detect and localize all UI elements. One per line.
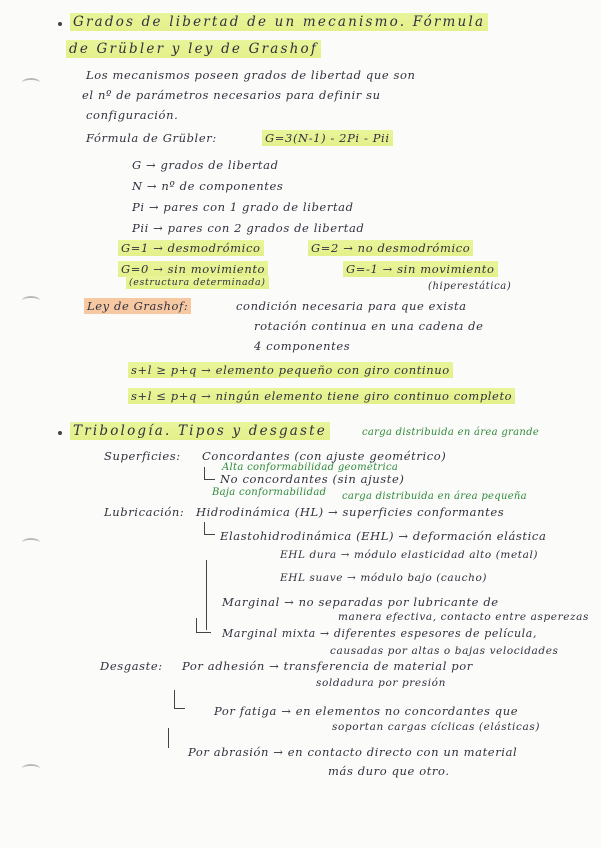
grashof-line: rotación continua en una cadena de — [254, 319, 484, 333]
branch-line — [168, 728, 169, 748]
section1-title-line2: de Grübler y ley de Grashof — [66, 40, 321, 58]
baja-note: Baja conformabilidad — [212, 487, 327, 498]
desgaste-adhesion: Por adhesión → transferencia de material por — [182, 659, 473, 673]
definition: G → grados de libertad — [132, 158, 279, 172]
marginal-mixta: Marginal mixta → diferentes espesores de película, — [222, 627, 538, 640]
bullet-icon — [58, 431, 62, 435]
hidrodinamica: Hidrodinámica (HL) → superficies conformantes — [196, 505, 505, 519]
bullet-icon — [58, 22, 62, 26]
case-g1: G=1 → desmodrómico — [118, 240, 264, 256]
case-g2: G=2 → no desmodrómico — [308, 240, 473, 256]
formula-label: Fórmula de Grübler: — [86, 131, 217, 145]
formula: G=3(N-1) - 2Pi - Pii — [262, 130, 393, 146]
ehl-dura: EHL dura → módulo elasticidad alto (metal) — [280, 549, 539, 561]
definition: Pii → pares con 2 grados de libertad — [132, 221, 365, 235]
definition: N → nº de componentes — [132, 179, 284, 193]
grashof-line: 4 componentes — [254, 339, 351, 353]
branch-line — [204, 522, 215, 535]
definition: Pi → pares con 1 grado de libertad — [132, 200, 354, 214]
note-area-pequena: carga distribuida en área pequeña — [342, 491, 527, 502]
grashof-condition-1: s+l ≥ p+q → elemento pequeño con giro continuo — [128, 362, 453, 378]
section1-title-line1: Grados de libertad de un mecanismo. Fórmula — [70, 13, 488, 31]
note-area-grande: carga distribuida en área grande — [362, 427, 540, 438]
concordantes-note: Alta conformabilidad geométrica — [222, 462, 399, 473]
punch-hole — [22, 78, 40, 87]
concordantes: Concordantes (con ajuste geométrico) — [202, 449, 447, 463]
branch-line — [196, 618, 211, 633]
intro-line: el nº de parámetros necesarios para definir su — [82, 88, 381, 102]
marginal-mixta-detail: causadas por altas o bajas velocidades — [330, 645, 559, 657]
case-gm1: G=-1 → sin movimiento — [343, 261, 498, 277]
desgaste-fatiga: Por fatiga → en elementos no concordantes que — [214, 704, 519, 718]
marginal-detail: manera efectiva, contacto entre asperezas — [338, 611, 590, 623]
intro-line: configuración. — [86, 108, 179, 122]
branch-line — [204, 467, 215, 480]
ehl-suave: EHL suave → módulo bajo (caucho) — [280, 572, 488, 584]
lubricacion-label: Lubricación: — [104, 505, 185, 519]
punch-hole — [22, 764, 40, 773]
punch-hole — [22, 296, 40, 305]
grashof-condition-2: s+l ≤ p+q → ningún elemento tiene giro continuo completo — [128, 388, 515, 404]
section2-title: Tribología. Tipos y desgaste — [70, 422, 330, 440]
grashof-line: condición necesaria para que exista — [236, 299, 467, 313]
desgaste-adhesion-detail: soldadura por presión — [316, 677, 446, 689]
desgaste-abrasion: Por abrasión → en contacto directo con un material — [188, 745, 518, 759]
grashof-label: Ley de Grashof: — [84, 298, 191, 314]
desgaste-abrasion-detail: más duro que otro. — [328, 764, 450, 778]
no-concordantes: No concordantes (sin ajuste) — [220, 472, 405, 486]
desgaste-label: Desgaste: — [100, 659, 163, 673]
branch-line — [174, 690, 185, 709]
intro-line: Los mecanismos poseen grados de libertad que son — [86, 68, 416, 82]
punch-hole — [22, 538, 40, 547]
case-g0: G=0 → sin movimiento — [118, 261, 268, 277]
case-gm1-note: (hiperestática) — [428, 281, 512, 292]
superficies-label: Superficies: — [104, 449, 181, 463]
marginal: Marginal → no separadas por lubricante de — [222, 595, 499, 609]
elastohidrodinamica: Elastohidrodinámica (EHL) → deformación elástica — [220, 529, 547, 543]
case-g0-note: (estructura determinada) — [126, 276, 269, 289]
desgaste-fatiga-detail: soportan cargas cíclicas (elásticas) — [332, 721, 541, 733]
